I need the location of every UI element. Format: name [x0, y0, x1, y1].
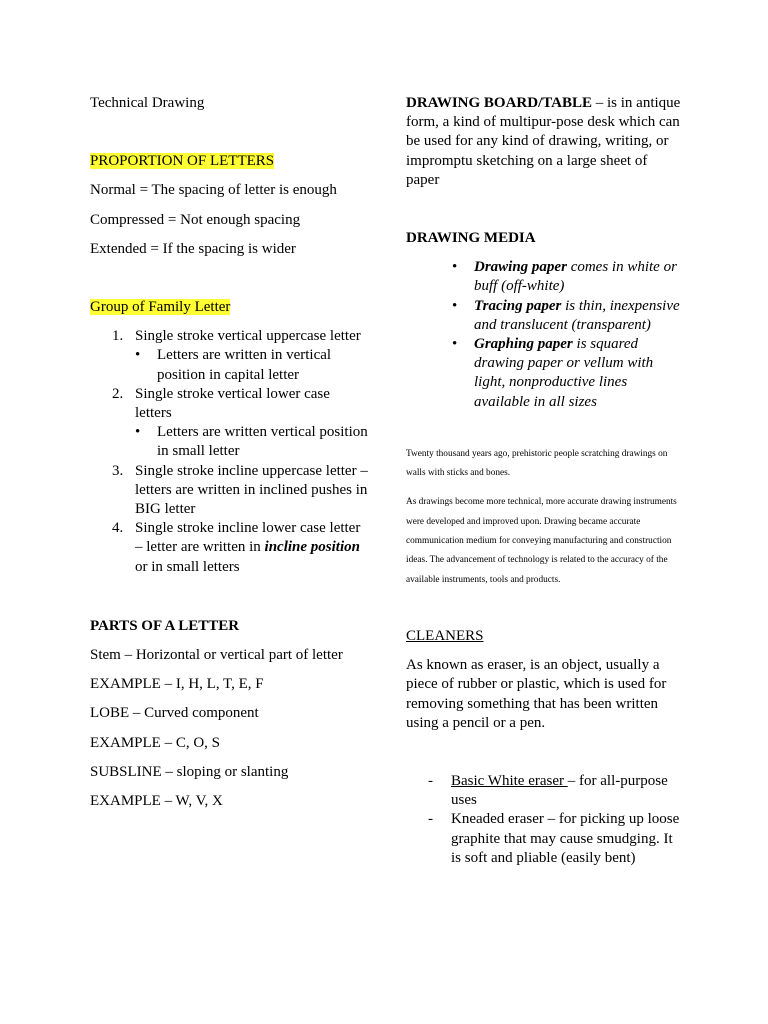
- list-item-text: Single stroke vertical uppercase letter: [135, 328, 361, 345]
- proportion-extended: Extended = If the spacing is wider: [90, 240, 296, 257]
- bullet-icon: •: [135, 347, 141, 364]
- eraser-list: [428, 772, 682, 868]
- eraser-term: Basic White eraser: [451, 772, 568, 789]
- sub-list: [135, 423, 370, 461]
- drawing-media-heading: DRAWING MEDIA: [406, 230, 536, 247]
- dash-marker: -: [428, 772, 433, 789]
- parts-line-example-3: EXAMPLE – W, V, X: [90, 793, 223, 810]
- parts-line-example-1: EXAMPLE – I, H, L, T, E, F: [90, 676, 264, 693]
- list-item-text: Single stroke vertical lower case letters: [135, 385, 330, 422]
- left-column: [90, 92, 370, 811]
- list-item: [428, 810, 682, 868]
- drawing-media-list: [452, 258, 682, 412]
- list-item: [90, 327, 370, 385]
- history-paragraph: Twenty thousand years ago, prehistoric people scratching drawings on walls with sticks and bones.: [406, 448, 668, 479]
- list-item: [428, 772, 682, 810]
- right-column: [406, 92, 682, 868]
- dash-marker: -: [428, 811, 433, 828]
- list-item-text-end: or in small letters: [135, 558, 240, 575]
- family-heading: Group of Family Letter: [90, 299, 231, 316]
- family-heading-row: [90, 298, 370, 317]
- parts-heading: PARTS OF A LETTER: [90, 617, 240, 634]
- list-item-text: Single stroke incline lower case letter – letter are written in: [135, 520, 361, 556]
- sub-list-item: [135, 346, 370, 384]
- list-number: 1.: [112, 328, 124, 345]
- parts-line-lobe: LOBE – Curved component: [90, 705, 259, 722]
- technology-paragraph: As drawings become more technical, more accurate drawing instruments were developed and improved upon. Drawing became accurate communication medium for conveying manufacturing and construction ideas. The advancement of technology is related to the accuracy of the available instruments, tools and products.: [406, 497, 677, 585]
- proportion-compressed: Compressed = Not enough spacing: [90, 211, 301, 228]
- list-number: 3.: [112, 462, 124, 479]
- list-number: 2.: [112, 385, 124, 402]
- cleaners-heading: CLEANERS: [406, 627, 484, 644]
- list-item: [90, 519, 370, 577]
- drawing-board-term: DRAWING BOARD/TABLE: [406, 95, 592, 111]
- family-list: [90, 327, 370, 577]
- list-item: [90, 462, 370, 520]
- list-item: [452, 335, 682, 412]
- bullet-icon: •: [452, 336, 458, 353]
- media-desc: is thin, inexpensive and translucent (transparent): [474, 297, 680, 333]
- bullet-icon: •: [135, 424, 141, 441]
- eraser-desc: Kneaded eraser – for picking up loose graphite that may cause smudging. It is soft and pliable (easily bent): [451, 811, 680, 866]
- proportion-heading: PROPORTION OF LETTERS: [90, 153, 275, 170]
- media-term: Drawing paper: [474, 259, 567, 276]
- cleaners-description: As known as eraser, is an object, usually a piece of rubber or plastic, which is used for removing something that has been written using a pencil or a pen.: [406, 657, 667, 731]
- proportion-normal: Normal = The spacing of letter is enough: [90, 182, 337, 199]
- sub-list-item: [135, 423, 370, 461]
- sub-list: [135, 346, 370, 384]
- eraser-desc: – for all-purpose uses: [451, 772, 668, 809]
- media-desc: comes in white or buff (off-white): [474, 259, 677, 295]
- list-item: [90, 385, 370, 462]
- bullet-icon: •: [452, 259, 458, 276]
- list-item: [452, 258, 682, 296]
- sub-list-text: Letters are written vertical position in small letter: [157, 424, 368, 460]
- emphasis-text: incline position: [264, 539, 360, 556]
- bullet-icon: •: [452, 297, 458, 314]
- list-number: 4.: [112, 520, 124, 537]
- drawing-board-desc: – is in antique form, a kind of multipur-pose desk which can be used for any kind of drawing, writing, or impromptu sketching on a large sheet of paper: [406, 95, 681, 188]
- sub-list-text: Letters are written in vertical position in capital letter: [157, 347, 332, 383]
- parts-line-example-2: EXAMPLE – C, O, S: [90, 734, 221, 751]
- media-desc: is squared drawing paper or vellum with light, nonproductive lines available in all sizes: [474, 336, 654, 410]
- drawing-board-paragraph: [406, 94, 682, 190]
- list-item: [452, 297, 682, 335]
- media-term: Tracing paper: [474, 297, 562, 314]
- proportion-heading-row: [90, 152, 370, 171]
- document-title: Technical Drawing: [90, 95, 205, 111]
- parts-line-subsline: SUBSLINE – sloping or slanting: [90, 763, 289, 780]
- parts-line-stem: Stem – Horizontal or vertical part of letter: [90, 647, 343, 664]
- media-term: Graphing paper: [474, 336, 573, 353]
- list-item-text: Single stroke incline uppercase letter – letters are written in inclined pushes in BIG letter: [135, 462, 368, 518]
